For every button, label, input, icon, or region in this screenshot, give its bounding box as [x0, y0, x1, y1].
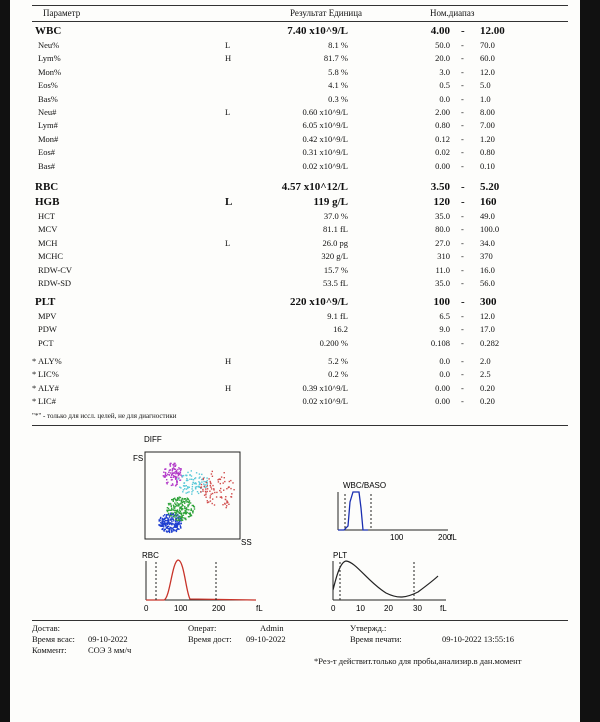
- range-low: 3.50: [430, 181, 450, 193]
- flag: L: [225, 196, 233, 208]
- diff-title: DIFF: [144, 435, 162, 444]
- plt-title: PLT: [333, 551, 348, 560]
- range-low: 27.0: [435, 237, 450, 248]
- wbc-tick-200: 200: [438, 533, 452, 542]
- result-value: 0.02 x10^9/L: [302, 396, 348, 407]
- top-rule: [32, 5, 568, 6]
- range-separator: -: [461, 356, 464, 366]
- plt-tick-20: 20: [384, 604, 393, 613]
- result-row: [10, 133, 580, 146]
- range-high: 2.0: [480, 356, 491, 366]
- result-row: [10, 223, 580, 236]
- result-value: 9.1 fL: [327, 311, 348, 321]
- range-low: 0.0: [439, 93, 450, 104]
- diff-x-label: SS: [241, 538, 252, 547]
- range-separator: -: [461, 147, 464, 158]
- range-low: 0.0: [439, 356, 450, 366]
- range-separator: -: [461, 251, 464, 262]
- result-row: [10, 295, 580, 310]
- range-separator: -: [461, 264, 464, 275]
- wbc-unit: fL: [450, 533, 457, 542]
- result-row: [10, 382, 580, 395]
- flag: H: [225, 356, 232, 366]
- result-value: 6.05 x10^9/L: [302, 120, 348, 131]
- range-low: 6.5: [439, 311, 450, 321]
- star-note: "*" - только для иссл. целей, не для диагностики: [32, 412, 177, 420]
- wbc-baso-histogram: [328, 478, 478, 548]
- result-row: [10, 310, 580, 323]
- result-value: 53.5 fL: [322, 278, 348, 288]
- param-name: ALY#: [38, 382, 59, 393]
- range-separator: -: [461, 66, 464, 77]
- range-high: 5.20: [480, 181, 500, 193]
- wbc-title: WBC/BASO: [343, 481, 387, 490]
- range-separator: -: [461, 53, 464, 64]
- flag: H: [225, 53, 232, 64]
- wbc-tick-100: 100: [390, 533, 404, 542]
- result-value: 0.39 x10^9/L: [302, 382, 348, 393]
- range-low: 80.0: [435, 224, 450, 235]
- param-name: MCV: [38, 224, 58, 235]
- range-high: 2.5: [480, 369, 491, 380]
- plt-histogram: [326, 548, 476, 616]
- header-param: Параметр: [43, 8, 81, 18]
- range-separator: -: [461, 382, 464, 393]
- result-row: [10, 250, 580, 263]
- param-name: MCH: [38, 237, 58, 248]
- range-high: 12.0: [480, 311, 495, 321]
- operator-value: Admin: [260, 623, 284, 633]
- flag: H: [225, 382, 232, 393]
- result-value: 0.2 %: [328, 369, 348, 380]
- result-row: [10, 277, 580, 290]
- result-row: [10, 119, 580, 132]
- sample-time-label: Время всас:: [32, 634, 75, 644]
- rbc-tick-100: 100: [174, 604, 188, 613]
- range-low: 0.02: [435, 147, 450, 158]
- sample-time-value: 09-10-2022: [88, 634, 128, 644]
- param-name: PDW: [38, 324, 57, 335]
- research-only-marker: *: [32, 356, 37, 366]
- result-value: 4.1 %: [328, 80, 348, 91]
- result-value: 0.02 x10^9/L: [302, 160, 348, 171]
- range-high: 1.20: [480, 133, 495, 144]
- diff-y-label: FS: [133, 454, 144, 463]
- range-low: 9.0: [439, 324, 450, 335]
- result-row: [10, 368, 580, 381]
- result-value: 81.7 %: [323, 53, 348, 64]
- range-low: 4.00: [430, 25, 450, 37]
- range-low: 120: [433, 196, 450, 208]
- result-row: [10, 146, 580, 159]
- param-name: Bas%: [38, 93, 58, 104]
- range-low: 11.0: [435, 264, 450, 275]
- range-separator: -: [461, 107, 464, 117]
- print-time-label: Время печати:: [350, 634, 402, 644]
- range-high: 0.10: [480, 160, 495, 171]
- range-high: 12.00: [480, 25, 505, 37]
- lab-report-sheet: [10, 0, 580, 722]
- param-name: RBC: [35, 181, 59, 193]
- range-separator: -: [461, 278, 464, 288]
- result-value: 220 x10^9/L: [289, 296, 348, 308]
- range-high: 370: [480, 251, 493, 262]
- result-value: 16.2: [333, 324, 348, 335]
- result-row: [10, 195, 580, 210]
- range-separator: -: [461, 211, 464, 221]
- delivery-time-value: 09-10-2022: [246, 634, 286, 644]
- range-high: 17.0: [480, 324, 495, 335]
- range-separator: -: [461, 369, 464, 380]
- header-rule: [32, 21, 568, 22]
- param-name: Lym#: [38, 120, 58, 131]
- rbc-tick-0: 0: [144, 604, 149, 613]
- footer-rule: [32, 620, 568, 621]
- validity-note: *Рез-т действит.только для пробы,анализир.в дан.момент: [314, 656, 522, 666]
- range-high: 0.80: [480, 147, 495, 158]
- result-value: 320 g/L: [321, 251, 348, 262]
- rbc-histogram: [138, 548, 288, 616]
- research-only-marker: *: [32, 369, 37, 380]
- delivered-label: Достав:: [32, 623, 60, 633]
- range-separator: -: [461, 237, 464, 248]
- research-only-marker: *: [32, 396, 37, 407]
- range-separator: -: [461, 196, 465, 208]
- range-separator: -: [461, 337, 464, 348]
- param-name: Eos%: [38, 80, 58, 91]
- result-row: [10, 24, 580, 39]
- param-name: Neu#: [38, 107, 57, 117]
- header-norm: Ном.диапаз: [430, 8, 475, 18]
- comment-label: Коммент:: [32, 645, 67, 655]
- result-value: 0.42 x10^9/L: [302, 133, 348, 144]
- result-value: 26.0 pg: [322, 237, 348, 248]
- result-row: [10, 79, 580, 92]
- range-low: 0.00: [435, 160, 450, 171]
- range-high: 7.00: [480, 120, 495, 131]
- plt-tick-10: 10: [356, 604, 365, 613]
- result-row: [10, 93, 580, 106]
- comment-value: СОЭ 3 мм/ч: [88, 645, 132, 655]
- range-high: 0.20: [480, 396, 495, 407]
- range-high: 300: [480, 296, 497, 308]
- result-row: [10, 106, 580, 119]
- flag: L: [225, 237, 231, 248]
- range-separator: -: [461, 296, 465, 308]
- result-value: 5.2 %: [328, 356, 348, 366]
- rbc-unit: fL: [256, 604, 263, 613]
- range-separator: -: [461, 324, 464, 335]
- diff-scattergram: [130, 430, 270, 550]
- result-value: 81.1 fL: [322, 224, 348, 235]
- param-name: Lym%: [38, 53, 61, 64]
- range-low: 2.00: [435, 107, 450, 117]
- print-time-value: 09-10-2022 13:55:16: [442, 634, 515, 644]
- result-value: 37.0 %: [323, 211, 348, 221]
- param-name: RDW-CV: [38, 264, 72, 275]
- param-name: HCT: [38, 211, 55, 221]
- rbc-title: RBC: [142, 551, 159, 560]
- param-name: Eos#: [38, 147, 55, 158]
- range-high: 70.0: [480, 40, 495, 50]
- param-name: Mon#: [38, 133, 59, 144]
- table-bottom-rule: [32, 425, 568, 426]
- result-value: 119 g/L: [313, 196, 348, 208]
- result-row: [10, 237, 580, 250]
- range-low: 0.80: [435, 120, 450, 131]
- param-name: MPV: [38, 311, 57, 321]
- range-high: 49.0: [480, 211, 495, 221]
- range-low: 0.5: [439, 80, 450, 91]
- result-row: [10, 39, 580, 52]
- range-low: 310: [437, 251, 450, 262]
- range-low: 0.00: [435, 382, 450, 393]
- range-separator: -: [461, 40, 464, 50]
- range-separator: -: [461, 396, 464, 407]
- range-low: 35.0: [435, 211, 450, 221]
- range-high: 5.0: [480, 80, 491, 91]
- result-row: [10, 210, 580, 223]
- param-name: Neu%: [38, 40, 60, 50]
- result-value: 8.1 %: [328, 40, 348, 50]
- param-name: LIC%: [38, 369, 59, 380]
- approved-label: Утвержд.:: [350, 623, 387, 633]
- range-separator: -: [461, 224, 464, 235]
- result-row: [10, 264, 580, 277]
- flag: L: [225, 107, 231, 117]
- param-name: PLT: [35, 296, 56, 308]
- range-separator: -: [461, 25, 465, 37]
- param-name: Mon%: [38, 66, 62, 77]
- range-low: 3.0: [439, 66, 450, 77]
- range-high: 160: [480, 196, 497, 208]
- param-name: Bas#: [38, 160, 55, 171]
- range-separator: -: [461, 160, 464, 171]
- result-row: [10, 395, 580, 408]
- param-name: ALY%: [38, 356, 62, 366]
- range-low: 50.0: [435, 40, 450, 50]
- param-name: WBC: [35, 25, 62, 37]
- range-separator: -: [461, 80, 464, 91]
- range-high: 8.00: [480, 107, 495, 117]
- result-value: 4.57 x10^12/L: [281, 181, 348, 193]
- range-low: 0.108: [430, 337, 450, 348]
- result-row: [10, 52, 580, 65]
- param-name: PCT: [38, 337, 54, 348]
- range-high: 12.0: [480, 66, 495, 77]
- result-row: [10, 160, 580, 173]
- result-row: [10, 355, 580, 368]
- plt-unit: fL: [440, 604, 447, 613]
- result-value: 0.200 %: [319, 337, 348, 348]
- range-low: 100: [433, 296, 450, 308]
- plt-tick-0: 0: [331, 604, 336, 613]
- range-high: 100.0: [480, 224, 500, 235]
- result-row: [10, 180, 580, 195]
- range-separator: -: [461, 133, 464, 144]
- result-value: 0.60 x10^9/L: [302, 107, 348, 117]
- range-separator: -: [461, 93, 464, 104]
- range-high: 0.20: [480, 382, 495, 393]
- result-row: [10, 337, 580, 350]
- range-high: 16.0: [480, 264, 495, 275]
- delivery-time-label: Время дост:: [188, 634, 232, 644]
- result-row: [10, 66, 580, 79]
- range-high: 0.282: [480, 337, 500, 348]
- range-high: 60.0: [480, 53, 495, 64]
- research-only-marker: *: [32, 382, 37, 393]
- range-low: 35.0: [435, 278, 450, 288]
- plt-tick-30: 30: [413, 604, 422, 613]
- flag: L: [225, 40, 231, 50]
- result-value: 0.31 x10^9/L: [302, 147, 348, 158]
- range-high: 1.0: [480, 93, 491, 104]
- range-separator: -: [461, 120, 464, 131]
- result-row: [10, 323, 580, 336]
- result-value: 0.3 %: [328, 93, 348, 104]
- param-name: RDW-SD: [38, 278, 72, 288]
- range-low: 0.0: [439, 369, 450, 380]
- range-high: 34.0: [480, 237, 495, 248]
- result-value: 7.40 x10^9/L: [287, 25, 348, 37]
- param-name: HGB: [35, 196, 60, 208]
- range-high: 56.0: [480, 278, 495, 288]
- result-value: 5.8 %: [328, 66, 348, 77]
- header-result: Результат Единица: [290, 8, 363, 18]
- range-separator: -: [461, 181, 465, 193]
- param-name: MCHC: [38, 251, 64, 262]
- range-low: 0.12: [435, 133, 450, 144]
- range-separator: -: [461, 311, 464, 321]
- scatter-dots: [158, 463, 235, 533]
- param-name: LIC#: [38, 396, 56, 407]
- operator-label: Операт:: [188, 623, 217, 633]
- range-low: 20.0: [435, 53, 450, 64]
- result-value: 15.7 %: [323, 264, 348, 275]
- range-low: 0.00: [435, 396, 450, 407]
- rbc-tick-200: 200: [212, 604, 226, 613]
